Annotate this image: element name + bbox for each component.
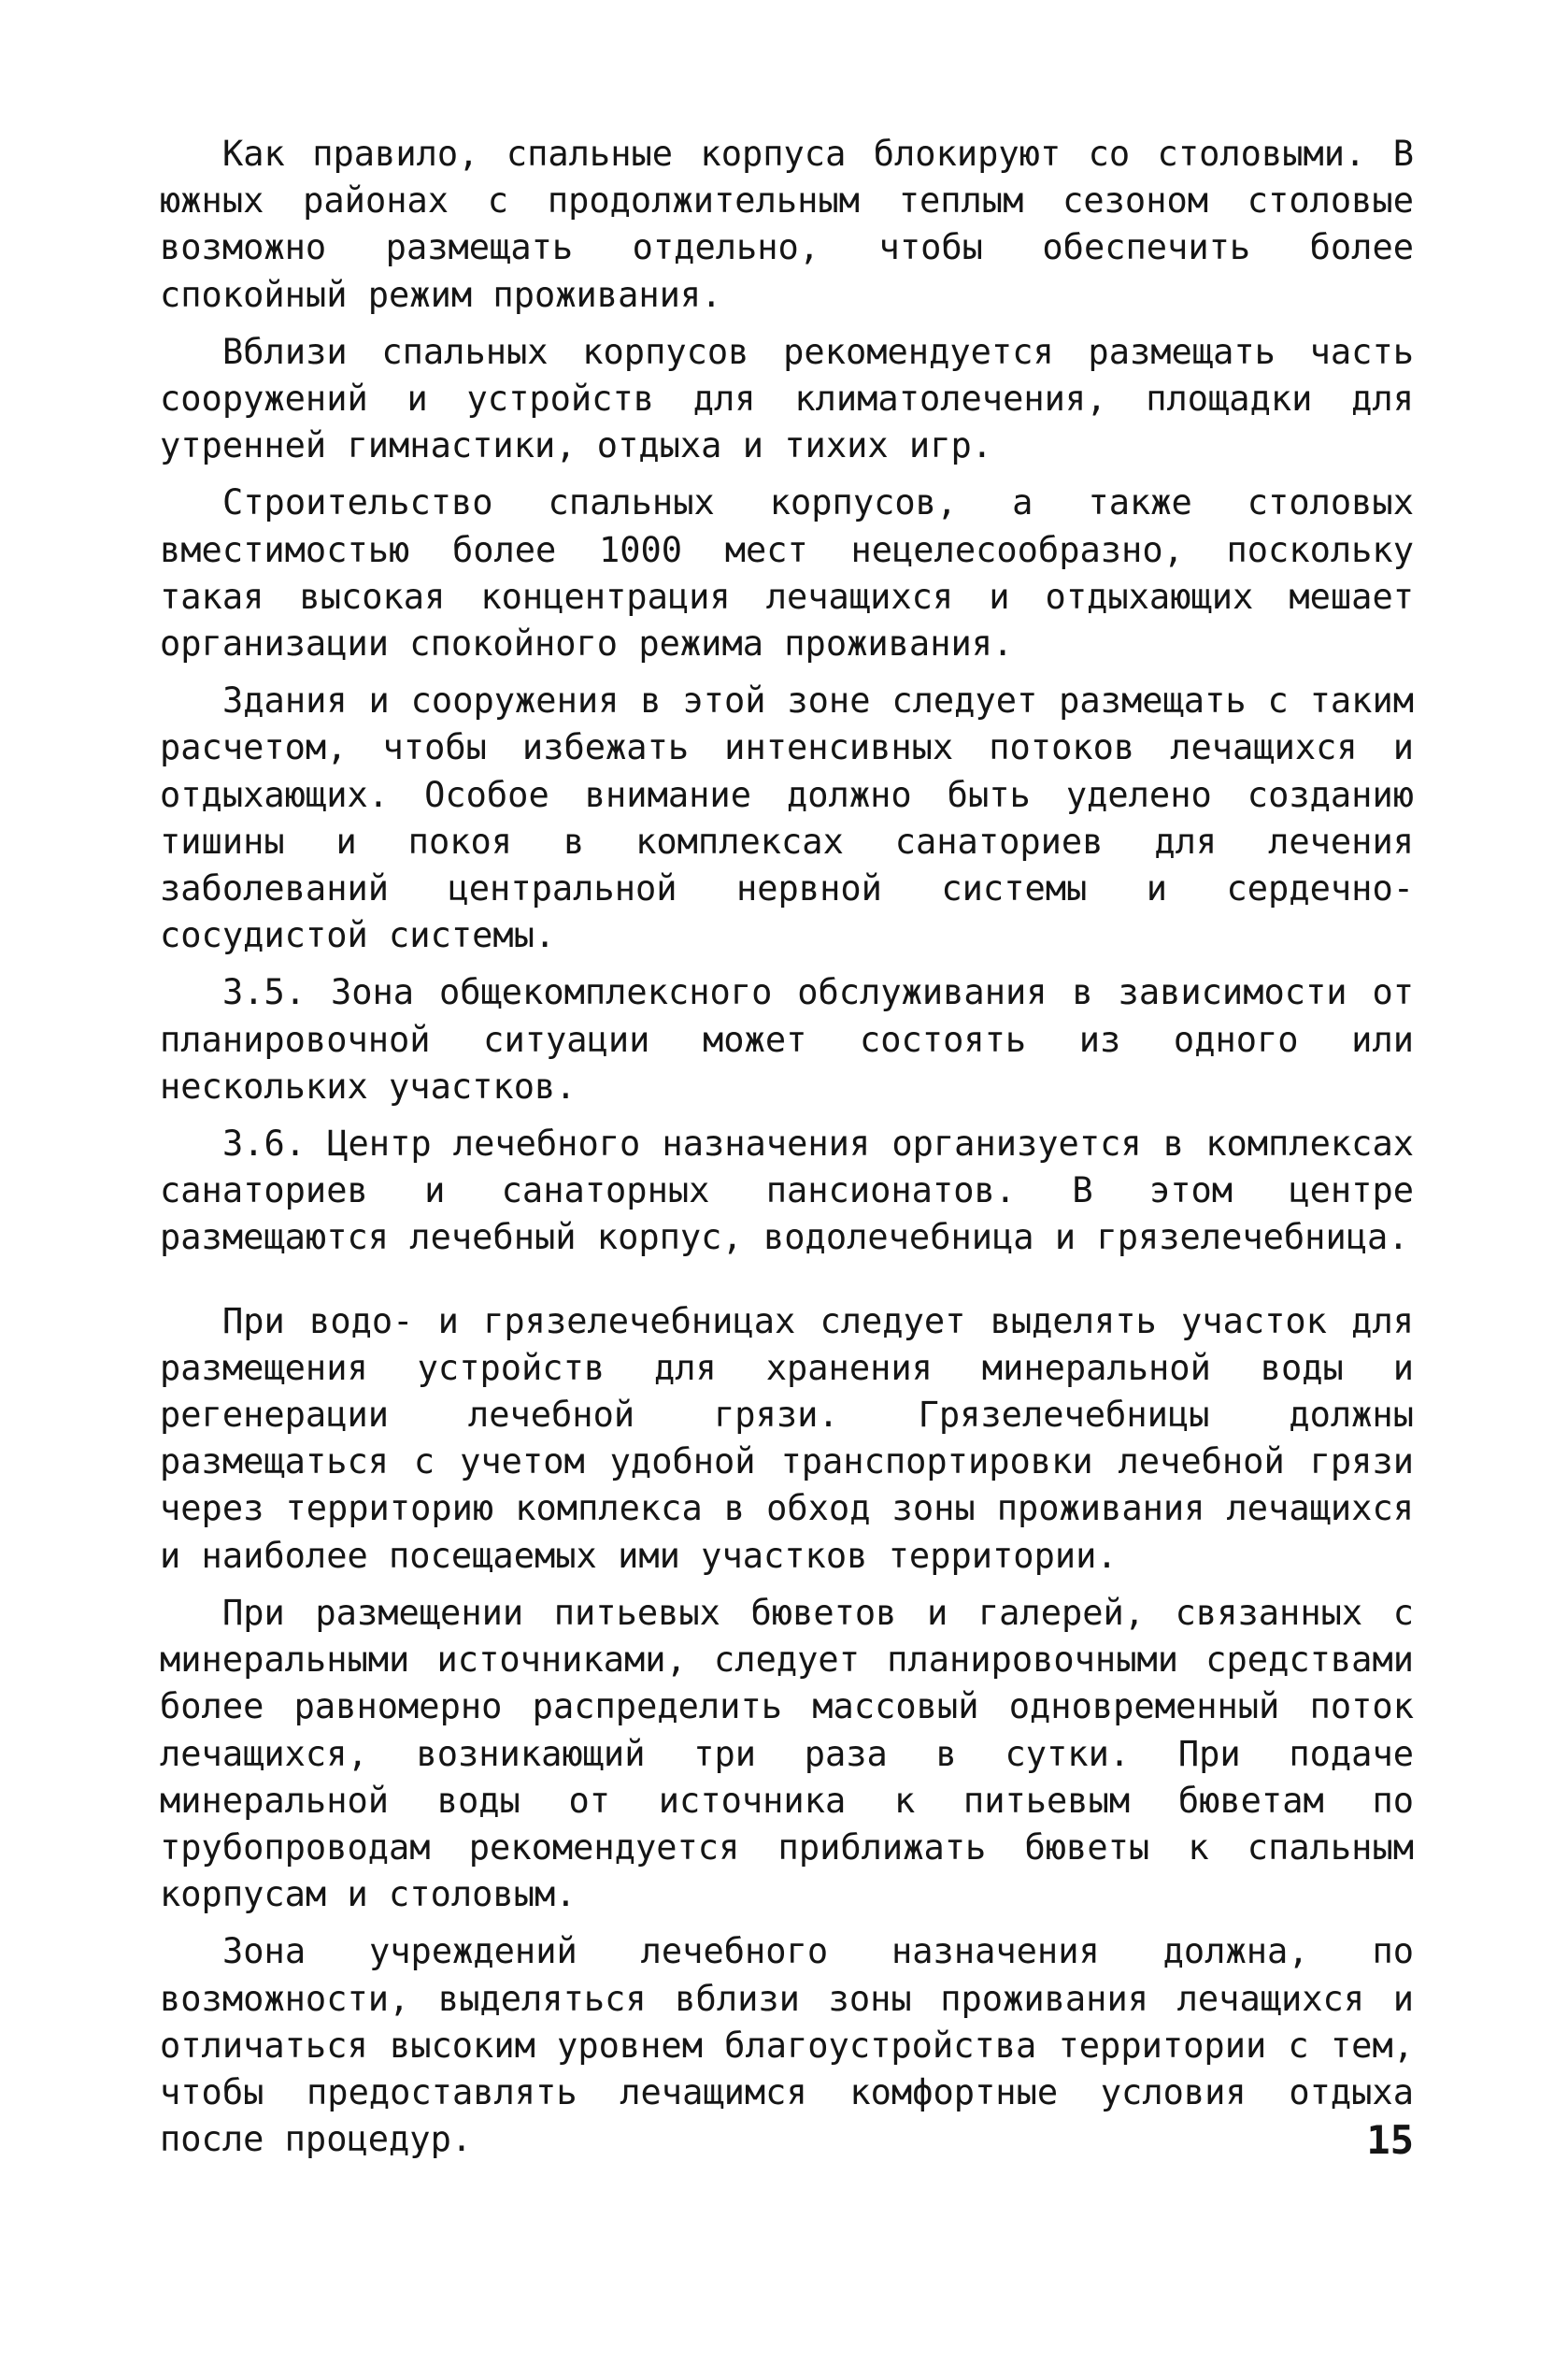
paragraph-capacity-limit: Строительство спальных корпусов, а также столовых вместимостью более 1000 мест нецелесообразно, поскольку такая высокая концентрация лечащихся и отдыхающих мешает организации спокойного режима проживания. bbox=[160, 482, 1414, 665]
paragraph-drinking-pump-rooms: При размещении питьевых бюветов и галерей, связанных с минеральными источниками, следует планировочными средствами более равномерно распределить массовый одновременный поток лечащихся, возникающий три раза в сутки. При подаче минеральной воды от источника к питьевым бюветам по трубопроводам рекомендуется приближать бюветы к спальным корпусам и столовым. bbox=[160, 1592, 1414, 1915]
paragraph-mud-therapy: При водо- и грязелечебницах следует выделять участок для размещения устройств для хранения минеральной воды и регенерации лечебной грязи. Грязелечебницы должны размещаться с учетом удобной транспортировки лечебной грязи через территорию комплекса в обход зоны проживания лечащихся и наиболее посещаемых ими участков территории. bbox=[160, 1300, 1414, 1576]
page-number: 15 bbox=[1366, 2117, 1414, 2163]
paragraph-climate-therapy: Вблизи спальных корпусов рекомендуется размещать часть сооружений и устройств для климатолечения, площадки для утренней гимнастики, отдыха и тихих игр. bbox=[160, 331, 1414, 466]
paragraph-dining-blocks: Как правило, спальные корпуса блокируют со столовыми. В южных районах с продолжительным теплым сезоном столовые возможно размещать отдельно, чтобы обеспечить более спокойный режим проживания. bbox=[160, 134, 1414, 315]
paragraph-section-3-5: 3.5. Зона общекомплексного обслуживания в зависимости от планировочной ситуации может состоять из одного или нескольких участков. bbox=[160, 972, 1414, 1107]
paragraph-section-3-6: 3.6. Центр лечебного назначения организуется в комплексах санаториев и санаторных пансионатов. В этом центре размещаются лечебный корпус, водолечебница и грязелечебница. bbox=[160, 1124, 1414, 1258]
body-text bbox=[160, 131, 1414, 2173]
paragraph-treatment-zone: Зона учреждений лечебного назначения должна, по возможности, выделяться вблизи зоны проживания лечащихся и отличаться высоким уровнем благоустройства территории с тем, чтобы предоставлять лечащимся комфортные условия отдыха после процедур. bbox=[160, 1931, 1414, 2160]
paragraph-quiet-zone: Здания и сооружения в этой зоне следует размещать с таким расчетом, чтобы избежать интенсивных потоков лечащихся и отдыхающих. Особое внимание должно быть уделено созданию тишины и покоя в комплексах санаториев для лечения заболеваний центральной нервной системы и сердечно-сосудистой системы. bbox=[160, 680, 1414, 956]
